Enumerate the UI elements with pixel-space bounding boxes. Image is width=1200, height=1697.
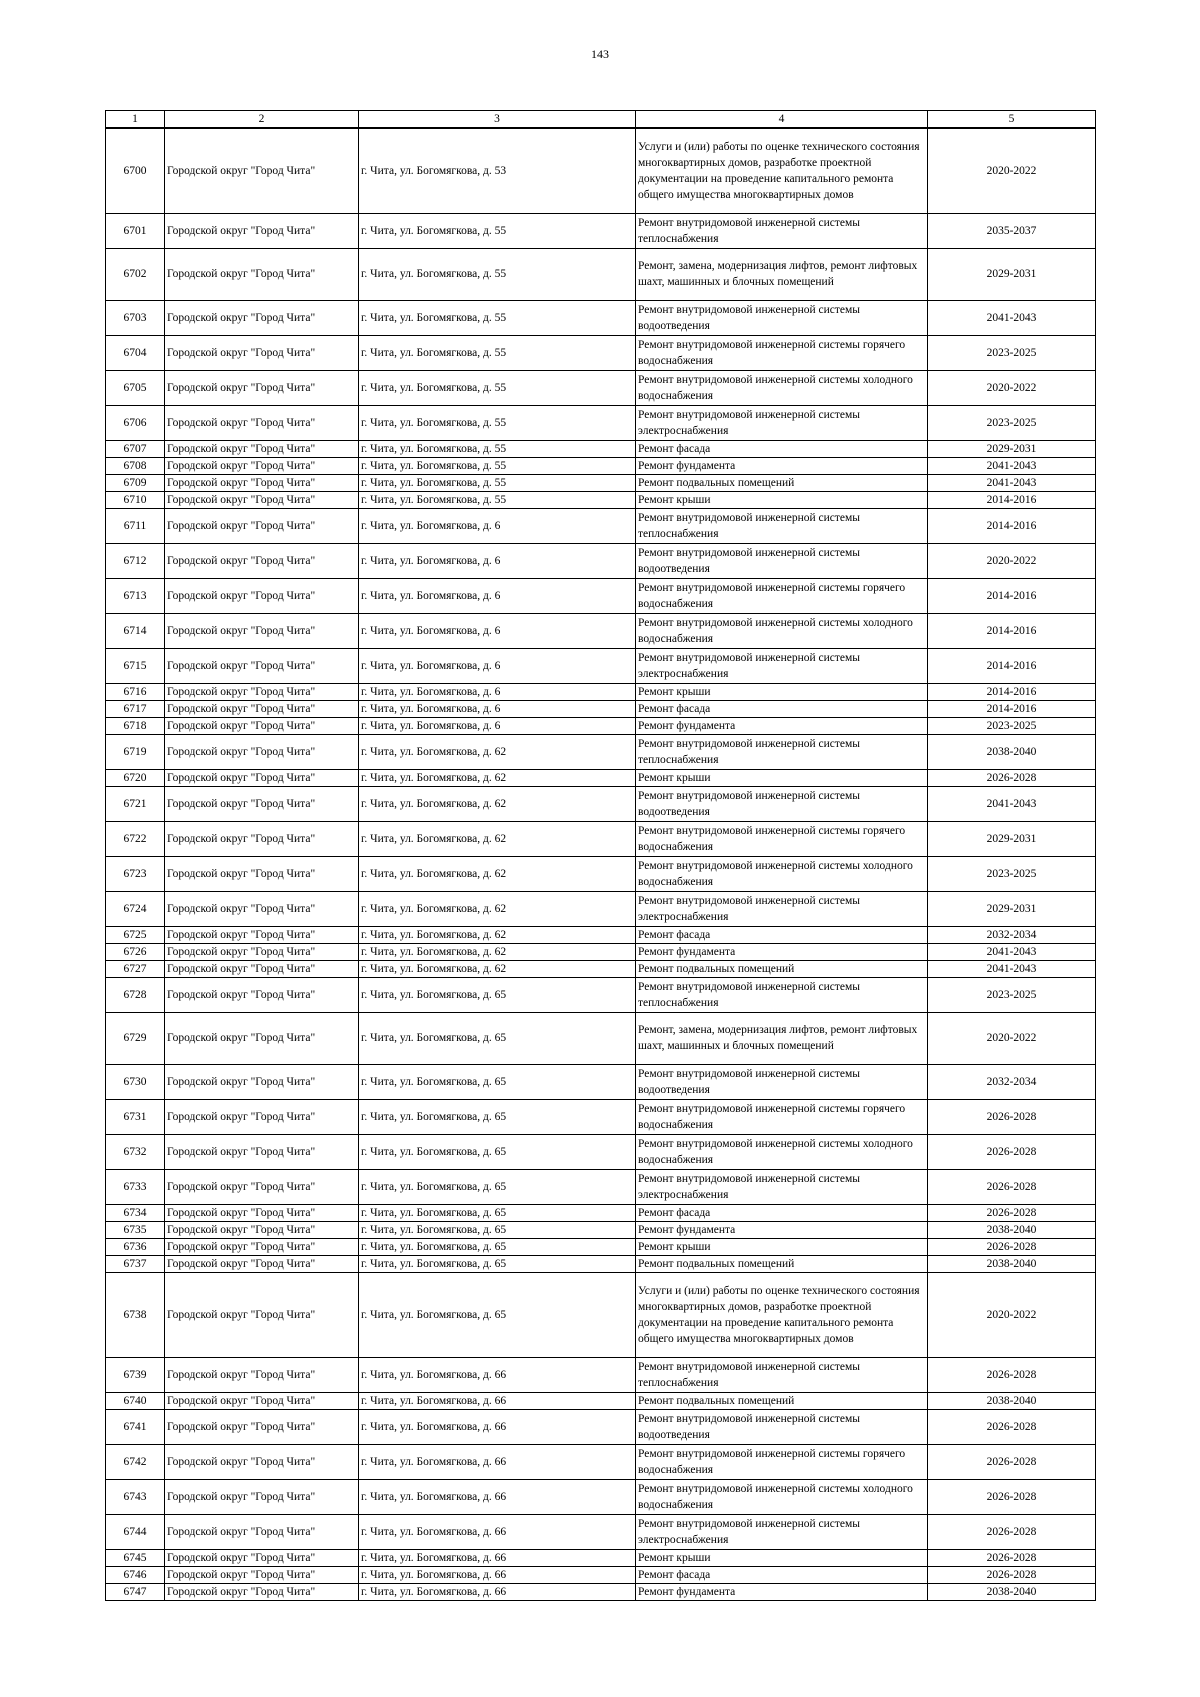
municipality-cell: Городской округ "Город Чита" bbox=[165, 213, 359, 248]
period-cell: 2032-2034 bbox=[928, 926, 1096, 943]
address-cell: г. Чита, ул. Богомягкова, д. 6 bbox=[359, 648, 636, 683]
row-number: 6731 bbox=[106, 1099, 165, 1134]
row-number: 6712 bbox=[106, 543, 165, 578]
table-row bbox=[106, 128, 1096, 213]
work-type-cell: Ремонт внутридомовой инженерной системы теплоснабжения bbox=[636, 508, 928, 543]
address-cell: г. Чита, ул. Богомягкова, д. 66 bbox=[359, 1409, 636, 1444]
period-cell: 2041-2043 bbox=[928, 960, 1096, 977]
table-row bbox=[106, 1566, 1096, 1583]
municipality-cell: Городской округ "Город Чита" bbox=[165, 1514, 359, 1549]
row-number: 6714 bbox=[106, 613, 165, 648]
municipality-cell: Городской округ "Город Чита" bbox=[165, 440, 359, 457]
row-number: 6735 bbox=[106, 1221, 165, 1238]
municipality-cell: Городской округ "Город Чита" bbox=[165, 1583, 359, 1600]
work-type-cell: Ремонт, замена, модернизация лифтов, ремонт лифтовых шахт, машинных и блочных помещений bbox=[636, 1012, 928, 1064]
address-cell: г. Чита, ул. Богомягкова, д. 6 bbox=[359, 717, 636, 734]
table-row bbox=[106, 300, 1096, 335]
municipality-cell: Городской округ "Город Чита" bbox=[165, 717, 359, 734]
address-cell: г. Чита, ул. Богомягкова, д. 55 bbox=[359, 370, 636, 405]
work-type-cell: Ремонт внутридомовой инженерной системы холодного водоснабжения bbox=[636, 1479, 928, 1514]
address-cell: г. Чита, ул. Богомягкова, д. 66 bbox=[359, 1514, 636, 1549]
period-cell: 2014-2016 bbox=[928, 683, 1096, 700]
municipality-cell: Городской округ "Город Чита" bbox=[165, 543, 359, 578]
table-row bbox=[106, 821, 1096, 856]
address-cell: г. Чита, ул. Богомягкова, д. 6 bbox=[359, 508, 636, 543]
work-type-cell: Ремонт фасада bbox=[636, 1204, 928, 1221]
period-cell: 2020-2022 bbox=[928, 543, 1096, 578]
row-number: 6702 bbox=[106, 248, 165, 300]
work-type-cell: Ремонт внутридомовой инженерной системы водоотведения bbox=[636, 1409, 928, 1444]
address-cell: г. Чита, ул. Богомягкова, д. 62 bbox=[359, 734, 636, 769]
municipality-cell: Городской округ "Город Чита" bbox=[165, 1255, 359, 1272]
table-row bbox=[106, 648, 1096, 683]
period-cell: 2041-2043 bbox=[928, 474, 1096, 491]
table-row bbox=[106, 1272, 1096, 1357]
address-cell: г. Чита, ул. Богомягкова, д. 66 bbox=[359, 1444, 636, 1479]
table-row bbox=[106, 856, 1096, 891]
municipality-cell: Городской округ "Город Чита" bbox=[165, 300, 359, 335]
address-cell: г. Чита, ул. Богомягкова, д. 65 bbox=[359, 1238, 636, 1255]
work-type-cell: Ремонт фасада bbox=[636, 1566, 928, 1583]
period-cell: 2026-2028 bbox=[928, 1169, 1096, 1204]
period-cell: 2038-2040 bbox=[928, 1255, 1096, 1272]
period-cell: 2014-2016 bbox=[928, 491, 1096, 508]
row-number: 6701 bbox=[106, 213, 165, 248]
row-number: 6719 bbox=[106, 734, 165, 769]
work-type-cell: Ремонт фасада bbox=[636, 440, 928, 457]
row-number: 6743 bbox=[106, 1479, 165, 1514]
period-cell: 2041-2043 bbox=[928, 300, 1096, 335]
work-type-cell: Ремонт внутридомовой инженерной системы горячего водоснабжения bbox=[636, 821, 928, 856]
period-cell: 2026-2028 bbox=[928, 1479, 1096, 1514]
work-type-cell: Ремонт фундамента bbox=[636, 943, 928, 960]
row-number: 6715 bbox=[106, 648, 165, 683]
municipality-cell: Городской округ "Город Чита" bbox=[165, 1204, 359, 1221]
table-row bbox=[106, 578, 1096, 613]
work-type-cell: Ремонт внутридомовой инженерной системы водоотведения bbox=[636, 300, 928, 335]
work-type-cell: Ремонт крыши bbox=[636, 1549, 928, 1566]
municipality-cell: Городской округ "Город Чита" bbox=[165, 977, 359, 1012]
table-row bbox=[106, 1099, 1096, 1134]
work-type-cell: Ремонт фундамента bbox=[636, 1583, 928, 1600]
row-number: 6729 bbox=[106, 1012, 165, 1064]
address-cell: г. Чита, ул. Богомягкова, д. 65 bbox=[359, 1221, 636, 1238]
work-type-cell: Ремонт внутридомовой инженерной системы теплоснабжения bbox=[636, 734, 928, 769]
address-cell: г. Чита, ул. Богомягкова, д. 66 bbox=[359, 1566, 636, 1583]
work-type-cell: Ремонт фундамента bbox=[636, 457, 928, 474]
address-cell: г. Чита, ул. Богомягкова, д. 55 bbox=[359, 491, 636, 508]
municipality-cell: Городской округ "Город Чита" bbox=[165, 1409, 359, 1444]
address-cell: г. Чита, ул. Богомягкова, д. 55 bbox=[359, 335, 636, 370]
row-number: 6722 bbox=[106, 821, 165, 856]
row-number: 6723 bbox=[106, 856, 165, 891]
municipality-cell: Городской округ "Город Чита" bbox=[165, 1549, 359, 1566]
table-row bbox=[106, 926, 1096, 943]
row-number: 6707 bbox=[106, 440, 165, 457]
row-number: 6705 bbox=[106, 370, 165, 405]
page-number: 143 bbox=[591, 47, 609, 61]
work-type-cell: Ремонт подвальных помещений bbox=[636, 960, 928, 977]
municipality-cell: Городской округ "Город Чита" bbox=[165, 1221, 359, 1238]
table-row bbox=[106, 543, 1096, 578]
row-number: 6704 bbox=[106, 335, 165, 370]
row-number: 6739 bbox=[106, 1357, 165, 1392]
table-row bbox=[106, 683, 1096, 700]
period-cell: 2038-2040 bbox=[928, 734, 1096, 769]
address-cell: г. Чита, ул. Богомягкова, д. 65 bbox=[359, 1272, 636, 1357]
period-cell: 2020-2022 bbox=[928, 128, 1096, 213]
municipality-cell: Городской округ "Город Чита" bbox=[165, 648, 359, 683]
table-row bbox=[106, 734, 1096, 769]
table-row bbox=[106, 213, 1096, 248]
table-row bbox=[106, 1583, 1096, 1600]
municipality-cell: Городской округ "Город Чита" bbox=[165, 926, 359, 943]
row-number: 6710 bbox=[106, 491, 165, 508]
table-row bbox=[106, 1012, 1096, 1064]
period-cell: 2023-2025 bbox=[928, 335, 1096, 370]
row-number: 6706 bbox=[106, 405, 165, 440]
table-row bbox=[106, 943, 1096, 960]
period-cell: 2014-2016 bbox=[928, 508, 1096, 543]
period-cell: 2020-2022 bbox=[928, 1272, 1096, 1357]
work-type-cell: Ремонт внутридомовой инженерной системы электроснабжения bbox=[636, 1514, 928, 1549]
municipality-cell: Городской округ "Город Чита" bbox=[165, 508, 359, 543]
header-row bbox=[106, 111, 1096, 129]
address-cell: г. Чита, ул. Богомягкова, д. 62 bbox=[359, 926, 636, 943]
work-type-cell: Ремонт крыши bbox=[636, 769, 928, 786]
row-number: 6720 bbox=[106, 769, 165, 786]
address-cell: г. Чита, ул. Богомягкова, д. 66 bbox=[359, 1392, 636, 1409]
municipality-cell: Городской округ "Город Чита" bbox=[165, 683, 359, 700]
row-number: 6711 bbox=[106, 508, 165, 543]
period-cell: 2023-2025 bbox=[928, 977, 1096, 1012]
period-cell: 2029-2031 bbox=[928, 440, 1096, 457]
address-cell: г. Чита, ул. Богомягкова, д. 62 bbox=[359, 943, 636, 960]
address-cell: г. Чита, ул. Богомягкова, д. 53 bbox=[359, 128, 636, 213]
row-number: 6718 bbox=[106, 717, 165, 734]
municipality-cell: Городской округ "Город Чита" bbox=[165, 734, 359, 769]
work-type-cell: Ремонт фасада bbox=[636, 926, 928, 943]
municipality-cell: Городской округ "Город Чита" bbox=[165, 1099, 359, 1134]
period-cell: 2038-2040 bbox=[928, 1392, 1096, 1409]
work-type-cell: Ремонт внутридомовой инженерной системы водоотведения bbox=[636, 786, 928, 821]
table-row bbox=[106, 1169, 1096, 1204]
address-cell: г. Чита, ул. Богомягкова, д. 66 bbox=[359, 1479, 636, 1514]
municipality-cell: Городской округ "Город Чита" bbox=[165, 474, 359, 491]
address-cell: г. Чита, ул. Богомягкова, д. 55 bbox=[359, 248, 636, 300]
row-number: 6700 bbox=[106, 128, 165, 213]
period-cell: 2020-2022 bbox=[928, 370, 1096, 405]
period-cell: 2023-2025 bbox=[928, 717, 1096, 734]
row-number: 6745 bbox=[106, 1549, 165, 1566]
table-row bbox=[106, 891, 1096, 926]
table-row bbox=[106, 769, 1096, 786]
municipality-cell: Городской округ "Город Чита" bbox=[165, 335, 359, 370]
row-number: 6734 bbox=[106, 1204, 165, 1221]
row-number: 6725 bbox=[106, 926, 165, 943]
period-cell: 2041-2043 bbox=[928, 457, 1096, 474]
municipality-cell: Городской округ "Город Чита" bbox=[165, 128, 359, 213]
column-header: 5 bbox=[928, 111, 1096, 129]
work-type-cell: Ремонт внутридомовой инженерной системы электроснабжения bbox=[636, 648, 928, 683]
period-cell: 2029-2031 bbox=[928, 821, 1096, 856]
address-cell: г. Чита, ул. Богомягкова, д. 62 bbox=[359, 891, 636, 926]
address-cell: г. Чита, ул. Богомягкова, д. 55 bbox=[359, 457, 636, 474]
municipality-cell: Городской округ "Город Чита" bbox=[165, 1566, 359, 1583]
work-type-cell: Ремонт внутридомовой инженерной системы холодного водоснабжения bbox=[636, 370, 928, 405]
address-cell: г. Чита, ул. Богомягкова, д. 6 bbox=[359, 543, 636, 578]
row-number: 6726 bbox=[106, 943, 165, 960]
address-cell: г. Чита, ул. Богомягкова, д. 65 bbox=[359, 977, 636, 1012]
table-row bbox=[106, 508, 1096, 543]
table-row bbox=[106, 474, 1096, 491]
row-number: 6716 bbox=[106, 683, 165, 700]
period-cell: 2029-2031 bbox=[928, 891, 1096, 926]
table-row bbox=[106, 335, 1096, 370]
municipality-cell: Городской округ "Город Чита" bbox=[165, 1392, 359, 1409]
period-cell: 2038-2040 bbox=[928, 1583, 1096, 1600]
address-cell: г. Чита, ул. Богомягкова, д. 65 bbox=[359, 1064, 636, 1099]
period-cell: 2026-2028 bbox=[928, 1409, 1096, 1444]
table-row bbox=[106, 1221, 1096, 1238]
table-row bbox=[106, 1409, 1096, 1444]
work-type-cell: Ремонт внутридомовой инженерной системы теплоснабжения bbox=[636, 977, 928, 1012]
work-type-cell: Ремонт крыши bbox=[636, 491, 928, 508]
work-type-cell: Ремонт внутридомовой инженерной системы электроснабжения bbox=[636, 405, 928, 440]
work-type-cell: Ремонт внутридомовой инженерной системы электроснабжения bbox=[636, 1169, 928, 1204]
address-cell: г. Чита, ул. Богомягкова, д. 6 bbox=[359, 700, 636, 717]
address-cell: г. Чита, ул. Богомягкова, д. 62 bbox=[359, 769, 636, 786]
row-number: 6746 bbox=[106, 1566, 165, 1583]
address-cell: г. Чита, ул. Богомягкова, д. 65 bbox=[359, 1204, 636, 1221]
municipality-cell: Городской округ "Город Чита" bbox=[165, 943, 359, 960]
table-row bbox=[106, 960, 1096, 977]
address-cell: г. Чита, ул. Богомягкова, д. 65 bbox=[359, 1169, 636, 1204]
table-row bbox=[106, 1357, 1096, 1392]
work-type-cell: Ремонт внутридомовой инженерной системы горячего водоснабжения bbox=[636, 1444, 928, 1479]
municipality-cell: Городской округ "Город Чита" bbox=[165, 1012, 359, 1064]
address-cell: г. Чита, ул. Богомягкова, д. 65 bbox=[359, 1134, 636, 1169]
municipality-cell: Городской округ "Город Чита" bbox=[165, 1169, 359, 1204]
work-type-cell: Ремонт внутридомовой инженерной системы холодного водоснабжения bbox=[636, 1134, 928, 1169]
work-type-cell: Услуги и (или) работы по оценке технического состояния многоквартирных домов, разработке проектной документации на проведение капитального ремонта общего имущества многоквартирных домов bbox=[636, 1272, 928, 1357]
table-row bbox=[106, 1514, 1096, 1549]
period-cell: 2014-2016 bbox=[928, 648, 1096, 683]
table-row bbox=[106, 248, 1096, 300]
period-cell: 2023-2025 bbox=[928, 405, 1096, 440]
period-cell: 2026-2028 bbox=[928, 1566, 1096, 1583]
municipality-cell: Городской округ "Город Чита" bbox=[165, 1272, 359, 1357]
municipality-cell: Городской округ "Город Чита" bbox=[165, 457, 359, 474]
work-type-cell: Ремонт фундамента bbox=[636, 717, 928, 734]
municipality-cell: Городской округ "Город Чита" bbox=[165, 1238, 359, 1255]
municipality-cell: Городской округ "Город Чита" bbox=[165, 821, 359, 856]
work-type-cell: Услуги и (или) работы по оценке технического состояния многоквартирных домов, разработке проектной документации на проведение капитального ремонта общего имущества многоквартирных домов bbox=[636, 128, 928, 213]
row-number: 6717 bbox=[106, 700, 165, 717]
row-number: 6721 bbox=[106, 786, 165, 821]
repair-schedule-table bbox=[105, 110, 1096, 1601]
period-cell: 2026-2028 bbox=[928, 769, 1096, 786]
row-number: 6728 bbox=[106, 977, 165, 1012]
period-cell: 2038-2040 bbox=[928, 1221, 1096, 1238]
period-cell: 2026-2028 bbox=[928, 1204, 1096, 1221]
period-cell: 2035-2037 bbox=[928, 213, 1096, 248]
table-row bbox=[106, 717, 1096, 734]
work-type-cell: Ремонт подвальных помещений bbox=[636, 474, 928, 491]
municipality-cell: Городской округ "Город Чита" bbox=[165, 1357, 359, 1392]
work-type-cell: Ремонт внутридомовой инженерной системы холодного водоснабжения bbox=[636, 613, 928, 648]
work-type-cell: Ремонт внутридомовой инженерной системы горячего водоснабжения bbox=[636, 1099, 928, 1134]
row-number: 6744 bbox=[106, 1514, 165, 1549]
municipality-cell: Городской округ "Город Чита" bbox=[165, 370, 359, 405]
work-type-cell: Ремонт внутридомовой инженерной системы горячего водоснабжения bbox=[636, 335, 928, 370]
work-type-cell: Ремонт внутридомовой инженерной системы водоотведения bbox=[636, 1064, 928, 1099]
municipality-cell: Городской округ "Город Чита" bbox=[165, 1064, 359, 1099]
period-cell: 2041-2043 bbox=[928, 786, 1096, 821]
period-cell: 2014-2016 bbox=[928, 613, 1096, 648]
table-row bbox=[106, 786, 1096, 821]
address-cell: г. Чита, ул. Богомягкова, д. 62 bbox=[359, 856, 636, 891]
row-number: 6727 bbox=[106, 960, 165, 977]
municipality-cell: Городской округ "Город Чита" bbox=[165, 613, 359, 648]
address-cell: г. Чита, ул. Богомягкова, д. 55 bbox=[359, 474, 636, 491]
work-type-cell: Ремонт крыши bbox=[636, 683, 928, 700]
address-cell: г. Чита, ул. Богомягкова, д. 55 bbox=[359, 213, 636, 248]
row-number: 6732 bbox=[106, 1134, 165, 1169]
municipality-cell: Городской округ "Город Чита" bbox=[165, 578, 359, 613]
work-type-cell: Ремонт, замена, модернизация лифтов, ремонт лифтовых шахт, машинных и блочных помещений bbox=[636, 248, 928, 300]
municipality-cell: Городской округ "Город Чита" bbox=[165, 769, 359, 786]
period-cell: 2026-2028 bbox=[928, 1238, 1096, 1255]
work-type-cell: Ремонт подвальных помещений bbox=[636, 1255, 928, 1272]
table-row bbox=[106, 1064, 1096, 1099]
work-type-cell: Ремонт внутридомовой инженерной системы горячего водоснабжения bbox=[636, 578, 928, 613]
address-cell: г. Чита, ул. Богомягкова, д. 62 bbox=[359, 960, 636, 977]
row-number: 6738 bbox=[106, 1272, 165, 1357]
period-cell: 2026-2028 bbox=[928, 1514, 1096, 1549]
municipality-cell: Городской округ "Город Чита" bbox=[165, 856, 359, 891]
address-cell: г. Чита, ул. Богомягкова, д. 66 bbox=[359, 1549, 636, 1566]
municipality-cell: Городской округ "Город Чита" bbox=[165, 891, 359, 926]
table-row bbox=[106, 1255, 1096, 1272]
address-cell: г. Чита, ул. Богомягкова, д. 62 bbox=[359, 821, 636, 856]
table-row bbox=[106, 1238, 1096, 1255]
table-row bbox=[106, 440, 1096, 457]
period-cell: 2014-2016 bbox=[928, 700, 1096, 717]
work-type-cell: Ремонт внутридомовой инженерной системы водоотведения bbox=[636, 543, 928, 578]
column-header: 1 bbox=[106, 111, 165, 129]
table-row bbox=[106, 1392, 1096, 1409]
row-number: 6708 bbox=[106, 457, 165, 474]
row-number: 6736 bbox=[106, 1238, 165, 1255]
municipality-cell: Городской округ "Город Чита" bbox=[165, 786, 359, 821]
table-row bbox=[106, 1204, 1096, 1221]
table-row bbox=[106, 457, 1096, 474]
address-cell: г. Чита, ул. Богомягкова, д. 55 bbox=[359, 440, 636, 457]
table-row bbox=[106, 977, 1096, 1012]
work-type-cell: Ремонт внутридомовой инженерной системы электроснабжения bbox=[636, 891, 928, 926]
municipality-cell: Городской округ "Город Чита" bbox=[165, 1444, 359, 1479]
municipality-cell: Городской округ "Город Чита" bbox=[165, 700, 359, 717]
work-type-cell: Ремонт крыши bbox=[636, 1238, 928, 1255]
municipality-cell: Городской округ "Город Чита" bbox=[165, 248, 359, 300]
row-number: 6737 bbox=[106, 1255, 165, 1272]
address-cell: г. Чита, ул. Богомягкова, д. 6 bbox=[359, 613, 636, 648]
table-row bbox=[106, 405, 1096, 440]
work-type-cell: Ремонт фундамента bbox=[636, 1221, 928, 1238]
row-number: 6703 bbox=[106, 300, 165, 335]
municipality-cell: Городской округ "Город Чита" bbox=[165, 405, 359, 440]
table-row bbox=[106, 491, 1096, 508]
table-row bbox=[106, 700, 1096, 717]
column-header: 2 bbox=[165, 111, 359, 129]
period-cell: 2020-2022 bbox=[928, 1012, 1096, 1064]
table-row bbox=[106, 1549, 1096, 1566]
table-row bbox=[106, 613, 1096, 648]
row-number: 6747 bbox=[106, 1583, 165, 1600]
table-row bbox=[106, 1479, 1096, 1514]
municipality-cell: Городской округ "Город Чита" bbox=[165, 1134, 359, 1169]
row-number: 6709 bbox=[106, 474, 165, 491]
work-type-cell: Ремонт фасада bbox=[636, 700, 928, 717]
column-header: 4 bbox=[636, 111, 928, 129]
table-row bbox=[106, 1444, 1096, 1479]
column-header: 3 bbox=[359, 111, 636, 129]
row-number: 6724 bbox=[106, 891, 165, 926]
period-cell: 2041-2043 bbox=[928, 943, 1096, 960]
municipality-cell: Городской округ "Город Чита" bbox=[165, 960, 359, 977]
address-cell: г. Чита, ул. Богомягкова, д. 6 bbox=[359, 578, 636, 613]
address-cell: г. Чита, ул. Богомягкова, д. 65 bbox=[359, 1012, 636, 1064]
row-number: 6740 bbox=[106, 1392, 165, 1409]
period-cell: 2014-2016 bbox=[928, 578, 1096, 613]
municipality-cell: Городской округ "Город Чита" bbox=[165, 491, 359, 508]
work-type-cell: Ремонт внутридомовой инженерной системы теплоснабжения bbox=[636, 1357, 928, 1392]
address-cell: г. Чита, ул. Богомягкова, д. 55 bbox=[359, 405, 636, 440]
period-cell: 2023-2025 bbox=[928, 856, 1096, 891]
period-cell: 2026-2028 bbox=[928, 1134, 1096, 1169]
work-type-cell: Ремонт подвальных помещений bbox=[636, 1392, 928, 1409]
period-cell: 2032-2034 bbox=[928, 1064, 1096, 1099]
address-cell: г. Чита, ул. Богомягкова, д. 65 bbox=[359, 1255, 636, 1272]
row-number: 6733 bbox=[106, 1169, 165, 1204]
address-cell: г. Чита, ул. Богомягкова, д. 66 bbox=[359, 1583, 636, 1600]
period-cell: 2026-2028 bbox=[928, 1444, 1096, 1479]
period-cell: 2029-2031 bbox=[928, 248, 1096, 300]
table-row bbox=[106, 370, 1096, 405]
address-cell: г. Чита, ул. Богомягкова, д. 65 bbox=[359, 1099, 636, 1134]
work-type-cell: Ремонт внутридомовой инженерной системы холодного водоснабжения bbox=[636, 856, 928, 891]
address-cell: г. Чита, ул. Богомягкова, д. 62 bbox=[359, 786, 636, 821]
address-cell: г. Чита, ул. Богомягкова, д. 66 bbox=[359, 1357, 636, 1392]
period-cell: 2026-2028 bbox=[928, 1099, 1096, 1134]
work-type-cell: Ремонт внутридомовой инженерной системы теплоснабжения bbox=[636, 213, 928, 248]
address-cell: г. Чита, ул. Богомягкова, д. 55 bbox=[359, 300, 636, 335]
period-cell: 2026-2028 bbox=[928, 1357, 1096, 1392]
table-row bbox=[106, 1134, 1096, 1169]
address-cell: г. Чита, ул. Богомягкова, д. 6 bbox=[359, 683, 636, 700]
row-number: 6741 bbox=[106, 1409, 165, 1444]
row-number: 6713 bbox=[106, 578, 165, 613]
row-number: 6742 bbox=[106, 1444, 165, 1479]
municipality-cell: Городской округ "Город Чита" bbox=[165, 1479, 359, 1514]
row-number: 6730 bbox=[106, 1064, 165, 1099]
period-cell: 2026-2028 bbox=[928, 1549, 1096, 1566]
